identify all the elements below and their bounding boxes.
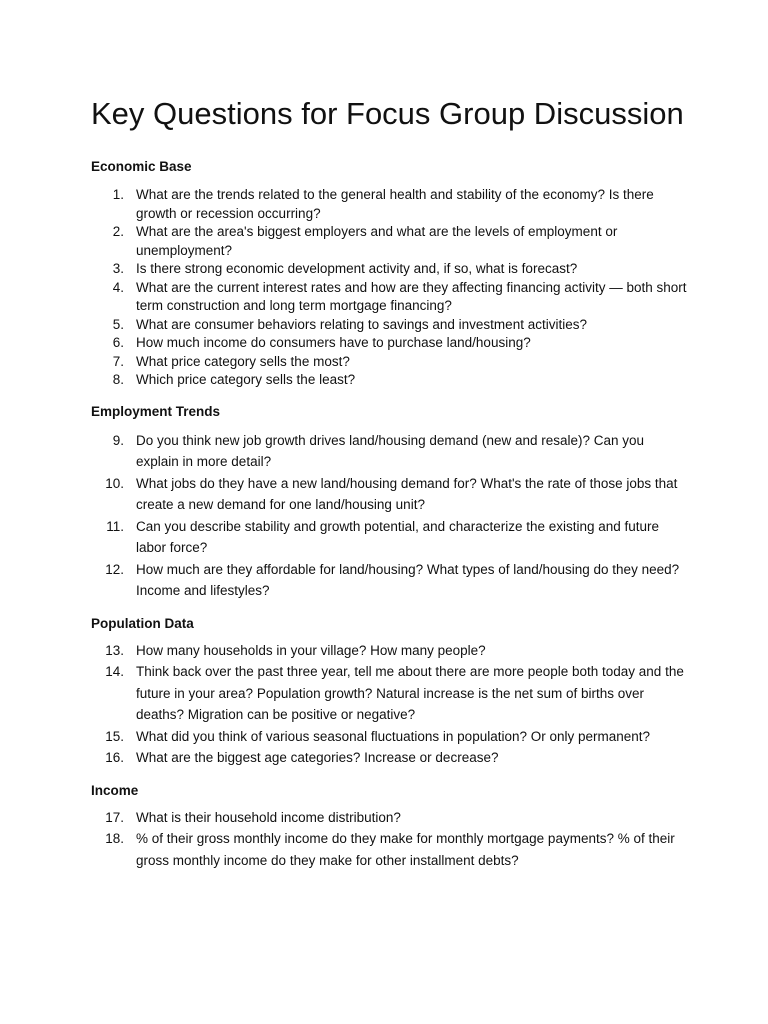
section-heading: Economic Base (91, 159, 192, 174)
question-item (91, 371, 688, 390)
question-text: How much are they affordable for land/housing? What types of land/housing do they need? Income and lifestyles? (136, 561, 680, 598)
question-item (91, 828, 688, 871)
question-number: 6. (112, 335, 124, 350)
question-number: 3. (112, 261, 124, 276)
section-employment-trends (91, 403, 688, 602)
question-item (91, 279, 688, 316)
question-item (91, 353, 688, 372)
question-text: What are consumer behaviors relating to savings and investment activities? (136, 316, 587, 332)
question-number: 14. (105, 664, 124, 679)
question-item (91, 516, 688, 559)
section-heading: Income (91, 782, 139, 798)
section-economic-base (91, 158, 688, 390)
question-text: Can you describe stability and growth potential, and characterize the existing and future labor force? (136, 518, 660, 555)
question-text: What are the current interest rates and how are they affecting financing activity — both short term construction and long term mortgage financing? (136, 279, 687, 313)
question-number: 5. (112, 316, 124, 332)
question-item (91, 559, 688, 602)
question-number: 18. (105, 831, 124, 846)
question-item (91, 661, 688, 726)
question-text: How many households in your village? How many people? (136, 642, 486, 658)
question-text: What are the trends related to the general health and stability of the economy? Is there growth or recession occurring? (136, 187, 654, 221)
question-list (91, 640, 688, 769)
question-text: Do you think new job growth drives land/housing demand (new and resale)? Can you explain in more detail? (136, 432, 645, 469)
question-number: 11. (106, 518, 124, 534)
question-number: 4. (112, 279, 124, 295)
question-text: What jobs do they have a new land/housing demand for? What's the rate of those jobs that create a new demand for one land/housing unit? (136, 475, 678, 512)
question-number: 8. (112, 372, 124, 387)
question-item (91, 316, 688, 335)
question-item (91, 640, 688, 662)
question-number: 9. (112, 432, 124, 448)
question-text: How much income do consumers have to purchase land/housing? (136, 335, 531, 350)
question-text: What is their household income distribution? (136, 809, 401, 825)
question-number: 7. (112, 353, 124, 369)
question-text: What are the area's biggest employers and what are the levels of employment or unemployment? (136, 224, 618, 258)
question-text: What did you think of various seasonal fluctuations in population? Or only permanent? (136, 728, 651, 744)
question-text: What are the biggest age categories? Increase or decrease? (136, 750, 499, 765)
question-number: 12. (105, 561, 124, 577)
question-item (91, 186, 688, 223)
question-number: 1. (112, 187, 124, 202)
question-item (91, 223, 688, 260)
question-text: Is there strong economic development activity and, if so, what is forecast? (136, 261, 578, 276)
question-number: 16. (105, 750, 124, 765)
question-item (91, 473, 688, 516)
question-number: 10. (105, 475, 124, 491)
question-number: 17. (105, 809, 124, 825)
question-item (91, 726, 688, 748)
question-text: % of their gross monthly income do they make for monthly mortgage payments? % of their gross monthly income do they make for other installment debts? (136, 831, 675, 868)
question-item (91, 260, 688, 279)
question-number: 13. (105, 642, 124, 658)
section-heading: Employment Trends (91, 403, 221, 419)
section-population-data (91, 615, 688, 769)
question-list (91, 186, 688, 390)
question-item (91, 334, 688, 353)
question-item (91, 430, 688, 473)
question-item (91, 807, 688, 829)
question-text: Think back over the past three year, tell me about there are more people both today and the future in your area? Population growth? Natural increase is the net sum of births over deaths? Migration can be positive or negative? (136, 664, 684, 722)
question-list (91, 430, 688, 602)
section-heading: Population Data (91, 615, 194, 631)
question-number: 15. (105, 728, 124, 744)
section-income (91, 782, 688, 872)
page-title: Key Questions for Focus Group Discussion (91, 96, 684, 131)
question-list (91, 807, 688, 872)
question-number: 2. (112, 224, 124, 239)
question-text: Which price category sells the least? (136, 372, 356, 387)
question-item (91, 747, 688, 769)
question-text: What price category sells the most? (136, 353, 350, 369)
